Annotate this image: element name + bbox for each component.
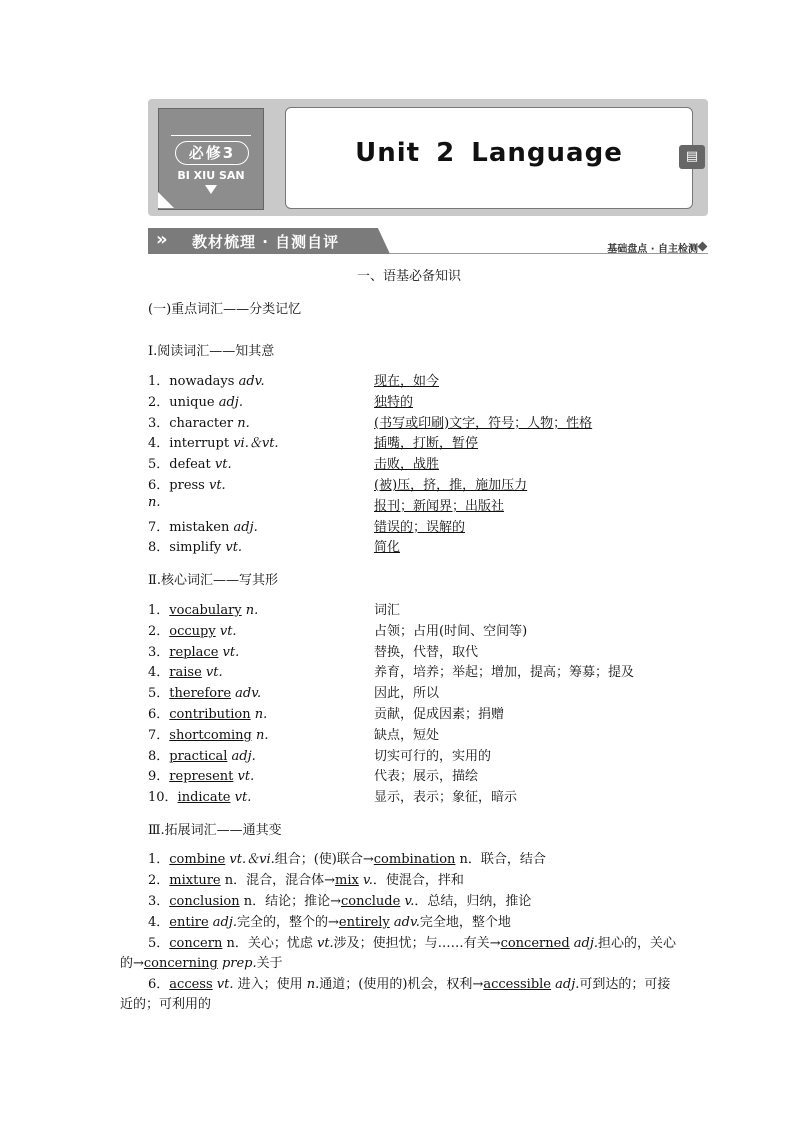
expansion-text: 完全地，整个地	[419, 915, 511, 930]
expansion-word: mix	[335, 873, 359, 888]
item-word: practical	[169, 748, 228, 764]
expansion-text: n．结论；推论→	[239, 894, 342, 909]
badge-decoration	[171, 123, 251, 136]
expansion-text: vt.	[316, 936, 334, 951]
item-number: 3．	[148, 415, 170, 431]
expansion-text: 涉及；使担忧；与……有关→	[333, 936, 501, 951]
item-pos: vt.	[230, 790, 252, 806]
item-pos: vt.	[201, 665, 223, 681]
vocab-row	[148, 765, 254, 784]
expansion-line	[148, 973, 670, 992]
part1-title: Ⅰ.阅读词汇——知其意	[148, 344, 275, 359]
expansion-text: 近的；可利用的	[120, 997, 212, 1012]
item-meaning: 报刊；新闻界；出版社	[374, 498, 505, 514]
item-pos: vt.	[221, 540, 243, 556]
expansion-text: vt.＆vi.	[225, 852, 275, 867]
item-word: unique	[169, 394, 215, 410]
item-number: 4．	[148, 436, 170, 452]
heading-basics: 一、语基必备知识	[357, 269, 462, 284]
expansion-text: 4．	[148, 915, 170, 930]
chevron-right-icon: »	[156, 229, 168, 250]
expansion-line	[148, 869, 464, 888]
item-word: raise	[169, 665, 202, 681]
corner-fold	[158, 192, 174, 208]
item-word: indicate	[177, 790, 231, 806]
expansion-line	[148, 911, 511, 930]
item-pos: n.	[233, 415, 250, 431]
expansion-word: concern	[169, 936, 223, 951]
vocab-row	[148, 745, 256, 764]
triangle-down-icon	[205, 185, 217, 194]
item-meaning: (被)压，挤，推，施加压力	[374, 478, 528, 493]
expansion-text: 可到达的；可接	[579, 977, 671, 992]
expansion-text: v.	[358, 873, 373, 888]
vocab-row	[148, 661, 223, 680]
expansion-line	[148, 848, 546, 867]
item-number: 6．	[148, 478, 170, 493]
vocab-row	[148, 536, 242, 555]
item-meaning: 因此，所以	[374, 686, 440, 702]
item-pos: adj.	[229, 519, 258, 535]
title-box	[285, 107, 693, 209]
expansion-text: 通道；(使用的)机会，权利→	[319, 977, 484, 992]
item-meaning: 错误的；误解的	[374, 519, 466, 535]
expansion-text: n.	[306, 977, 320, 992]
item-number: 5．	[148, 686, 170, 702]
item-number: 10．	[148, 790, 178, 806]
part3-title: Ⅲ.拓展词汇——通其变	[148, 823, 282, 838]
vocab-row	[148, 682, 261, 701]
expansion-word: conclude	[341, 894, 401, 909]
section-bar-label: 教材梳理 · 自测自评	[192, 233, 340, 251]
item-word: mistaken	[169, 519, 230, 535]
expansion-line	[120, 993, 211, 1012]
item-meaning: 养育，培养；举起；增加，提高；筹募；提及	[374, 665, 635, 681]
expansion-line	[148, 932, 676, 951]
heading-key-vocab: (一)重点词汇——分类记忆	[148, 302, 302, 317]
item-meaning: 代表；展示，描绘	[374, 769, 479, 785]
item-meaning: 插嘴，打断，暂停	[374, 436, 479, 452]
item-word: occupy	[169, 623, 216, 639]
expansion-text: adj.	[551, 977, 580, 992]
vocab-row	[148, 453, 232, 472]
section-right-label: 基础盘点 · 自主检测	[607, 244, 698, 255]
expansion-word: combine	[169, 852, 226, 867]
expansion-word: entire	[169, 915, 209, 930]
item-number: 4．	[148, 665, 170, 681]
vocab-row	[148, 786, 251, 805]
vocab-row	[148, 703, 267, 722]
item-word: press	[169, 478, 205, 493]
item-word: therefore	[169, 686, 232, 702]
expansion-word: concerned	[500, 936, 570, 951]
item-pos: adj.	[227, 748, 256, 764]
expansion-text: 3．	[148, 894, 170, 909]
item-word: replace	[169, 644, 219, 660]
expansion-text: 的→	[120, 956, 144, 971]
item-word: simplify	[169, 540, 222, 556]
expansion-text: ．总结，归纳，推论	[414, 894, 532, 909]
expansion-text: 5．	[148, 936, 170, 951]
expansion-word: mixture	[169, 873, 221, 888]
item-meaning: 占领；占用(时间、空间等)	[374, 623, 528, 639]
expansion-word: concerning	[143, 956, 218, 971]
expansion-text: adv.	[389, 915, 420, 930]
item-pos: adv.	[231, 686, 262, 702]
expansion-word: combination	[373, 852, 456, 867]
vocab-row	[148, 474, 226, 493]
item-word: character	[169, 415, 234, 431]
item-word: vocabulary	[169, 603, 242, 618]
item-number: 5．	[148, 457, 170, 473]
item-meaning: 词汇	[374, 603, 401, 618]
item-word: interrupt	[169, 436, 230, 452]
item-pos: n.	[251, 727, 269, 743]
item-pos: vt.	[215, 623, 237, 639]
vocab-row	[148, 432, 279, 451]
expansion-word: conclusion	[169, 894, 240, 909]
expansion-text: ．使混合，拌和	[372, 873, 464, 888]
expansion-text: n．关心；忧虑	[222, 936, 317, 951]
item-pos: adj.	[214, 394, 243, 410]
expansion-line	[148, 890, 531, 909]
item-pos: vt.	[204, 478, 226, 493]
expansion-text: 组合；(使)联合→	[274, 852, 374, 867]
badge-sub: BI XIU SAN	[177, 169, 245, 182]
item-number: 1．	[148, 603, 170, 618]
expansion-text: 进入；使用	[233, 977, 307, 992]
item-meaning: 独特的	[374, 394, 414, 410]
expansion-line	[120, 952, 283, 971]
diamond-icon	[698, 242, 708, 252]
item-number: 3．	[148, 644, 170, 660]
item-number: 7．	[148, 519, 170, 535]
item-pos: adv.	[234, 374, 265, 389]
expansion-text: 担心的，关心	[598, 936, 677, 951]
item-pos: vt.	[218, 644, 240, 660]
item-word: defeat	[169, 457, 211, 473]
vocab-row	[148, 370, 265, 389]
expansion-text: v.	[400, 894, 415, 909]
expansion-text: n．联合，结合	[455, 852, 546, 867]
item-pos: vt.	[210, 457, 232, 473]
part2-title: Ⅱ.核心词汇——写其形	[148, 573, 278, 588]
item-pos: n.	[250, 707, 268, 722]
vocab-row	[148, 724, 269, 743]
badge-label: 必修3	[175, 141, 249, 165]
item-meaning: 简化	[374, 540, 401, 556]
vocab-row	[148, 620, 237, 639]
item-number: 2．	[148, 623, 170, 639]
item-pos: vi.＆vt.	[229, 436, 279, 452]
item-pos: n.	[241, 603, 259, 618]
expansion-word: accessible	[483, 977, 551, 992]
item-meaning: 显示，表示；象征，暗示	[374, 790, 518, 806]
item-number: 8．	[148, 748, 170, 764]
item-word: nowadays	[169, 374, 235, 389]
expansion-text: n．混合，混合体→	[220, 873, 336, 888]
expansion-text: 2．	[148, 873, 170, 888]
item-meaning: 缺点，短处	[374, 727, 440, 743]
item-number: 1．	[148, 374, 170, 389]
vocab-row	[148, 516, 258, 535]
item-meaning: 贡献，促成因素；捐赠	[374, 707, 505, 722]
vocab-row	[148, 495, 161, 510]
item-number: 7．	[148, 727, 170, 743]
item-word: contribution	[169, 707, 251, 722]
item-word: shortcoming	[169, 727, 252, 743]
expansion-text: 6．	[148, 977, 170, 992]
item-meaning: 替换，代替，取代	[374, 644, 479, 660]
vocab-row	[148, 391, 243, 410]
expansion-text: 1．	[148, 852, 170, 867]
book-icon: ▤	[679, 145, 705, 169]
expansion-text: 完全的，整个的→	[237, 915, 339, 930]
expansion-text: 关于	[256, 956, 283, 971]
item-word: represent	[169, 769, 234, 785]
expansion-text: adj.	[569, 936, 599, 951]
item-meaning: 现在，如今	[374, 374, 440, 389]
expansion-word: entirely	[338, 915, 390, 930]
item-number: 8．	[148, 540, 170, 556]
vocab-row	[148, 641, 239, 660]
item-meaning: 击败，战胜	[374, 457, 440, 473]
expansion-text: vt.	[212, 977, 234, 992]
expansion-text: prep.	[217, 956, 257, 971]
item-meaning: (书写或印刷)文字，符号；人物；性格	[374, 415, 593, 431]
expansion-text: adj.	[208, 915, 238, 930]
item-number: 6．	[148, 707, 170, 722]
vocab-row	[148, 412, 250, 431]
vocab-row	[148, 599, 258, 618]
item-pos: vt.	[233, 769, 255, 785]
expansion-word: access	[169, 977, 213, 992]
item-pos: n.	[148, 494, 161, 510]
unit-title: Unit 2 Language	[355, 138, 623, 168]
item-number: 9．	[148, 769, 170, 785]
item-number: 2．	[148, 394, 170, 410]
item-meaning: 切实可行的，实用的	[374, 748, 492, 764]
